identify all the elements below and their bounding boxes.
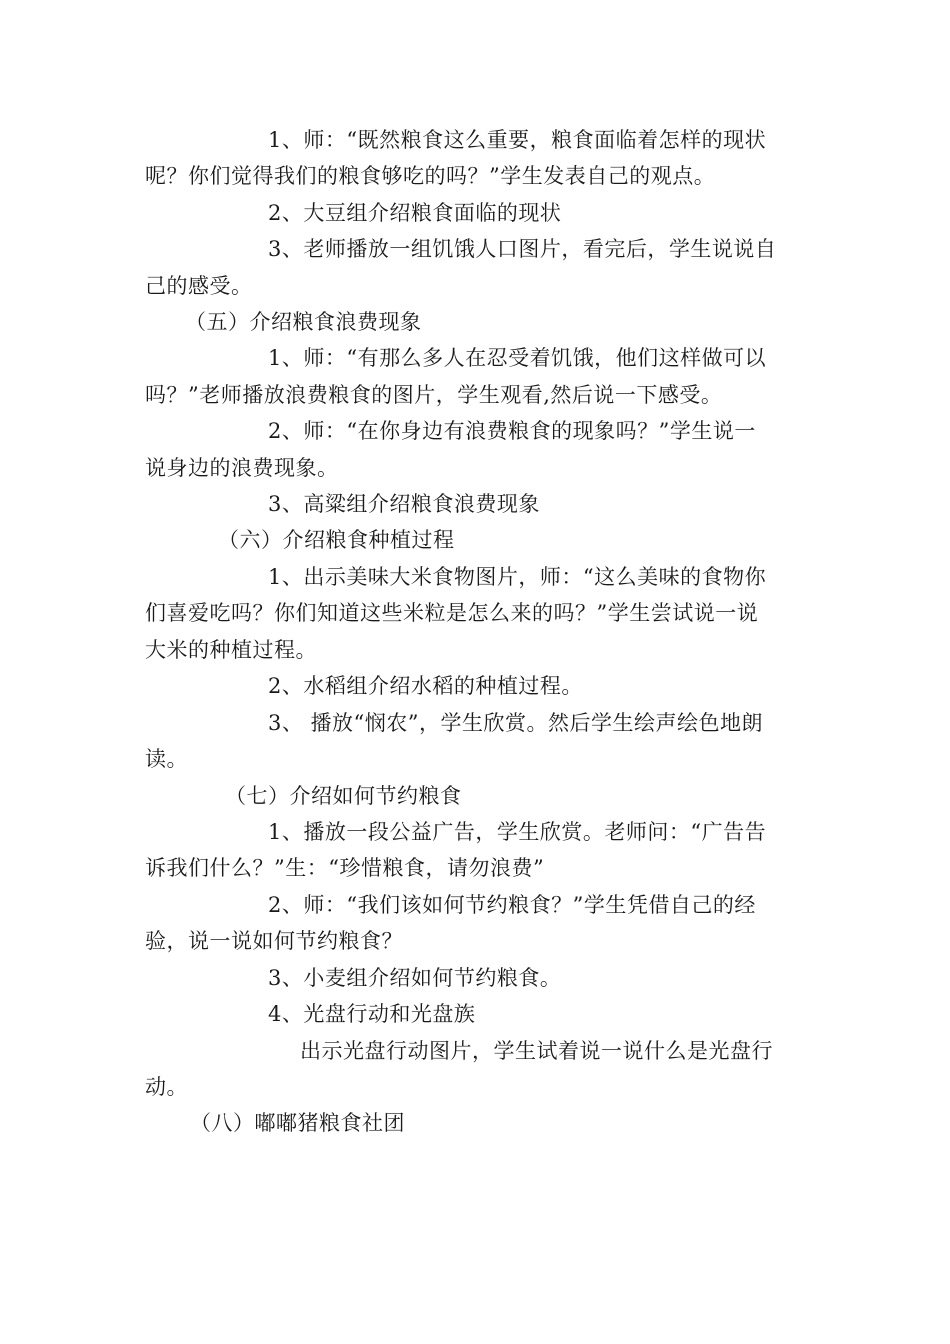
paragraph-line: 大米的种植过程。: [145, 638, 317, 662]
paragraph-line: 1、播放一段公益广告，学生欣赏。老师问：“广告告: [268, 820, 767, 844]
paragraph-line: 呢？你们觉得我们的粮食够吃的吗？”学生发表自己的观点。: [145, 164, 716, 188]
paragraph-line: 验，说一说如何节约粮食？: [145, 929, 403, 953]
paragraph-line: 1、出示美味大米食物图片，师：“这么美味的食物你: [268, 565, 767, 589]
paragraph-line: 3、高粱组介绍粮食浪费现象: [268, 492, 540, 516]
paragraph-line: 2、师：“在你身边有浪费粮食的现象吗？”学生说一: [268, 419, 756, 443]
paragraph-line: 1、师：“有那么多人在忍受着饥饿，他们这样做可以: [268, 346, 767, 370]
paragraph-line: 2、水稻组介绍水稻的种植过程。: [268, 674, 583, 698]
paragraph-line: 说身边的浪费现象。: [145, 456, 339, 480]
paragraph-line: 读。: [145, 747, 188, 771]
section-heading: （七）介绍如何节约粮食: [225, 784, 462, 808]
paragraph-line: 吗？”老师播放浪费粮食的图片，学生观看,然后说一下感受。: [145, 383, 723, 407]
section-heading: （八）嘟嘟猪粮食社团: [190, 1111, 405, 1135]
paragraph-line: 动。: [145, 1075, 188, 1099]
paragraph-line: 1、师：“既然粮食这么重要，粮食面临着怎样的现状: [268, 128, 767, 152]
paragraph-line: 诉我们什么？”生：“珍惜粮食，请勿浪费”: [145, 856, 545, 880]
section-heading: （五）介绍粮食浪费现象: [185, 310, 422, 334]
section-heading: （六）介绍粮食种植过程: [218, 528, 455, 552]
paragraph-line: 们喜爱吃吗？你们知道这些米粒是怎么来的吗？”学生尝试说一说: [145, 601, 759, 625]
paragraph-line: 3、 播放“悯农”，学生欣赏。然后学生绘声绘色地朗: [268, 711, 764, 735]
paragraph-line: 4、光盘行动和光盘族: [268, 1002, 476, 1026]
paragraph-line: 3、老师播放一组饥饿人口图片，看完后，学生说说自: [268, 237, 777, 261]
paragraph-line: 3、小麦组介绍如何节约粮食。: [268, 966, 562, 990]
paragraph-line: 己的感受。: [145, 274, 253, 298]
paragraph-line: 2、大豆组介绍粮食面临的现状: [268, 201, 562, 225]
paragraph-line: 出示光盘行动图片，学生试着说一说什么是光盘行: [300, 1039, 773, 1063]
paragraph-line: 2、师：“我们该如何节约粮食？”学生凭借自己的经: [268, 893, 756, 917]
